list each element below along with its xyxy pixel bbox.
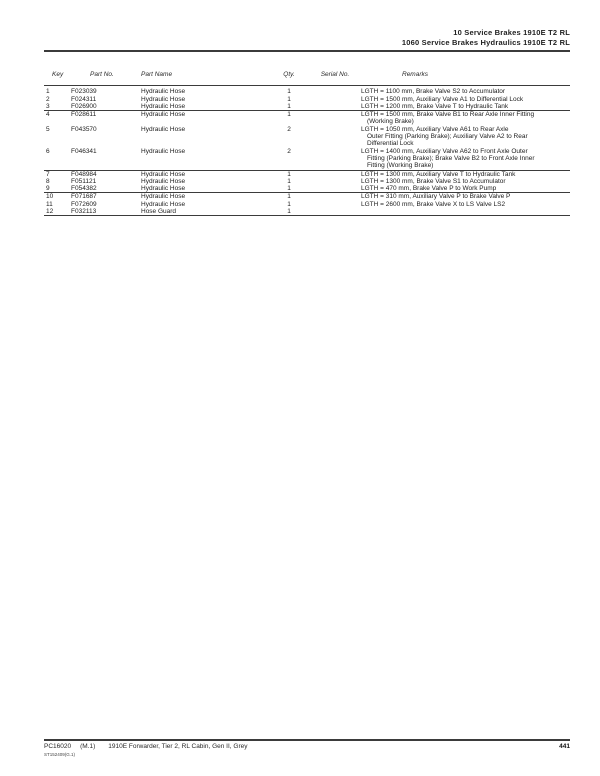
table-row bbox=[44, 208, 570, 215]
page-number: 441 bbox=[559, 743, 570, 750]
cell-qty: 1 bbox=[287, 111, 291, 119]
cell-serial-no bbox=[309, 96, 361, 103]
header-subsection-line: 1060 Service Brakes Hydraulics 1910E T2 RL bbox=[401, 37, 570, 47]
cell-key: 10 bbox=[46, 193, 54, 201]
remarks-line: LGTH = 1400 mm, Auxiliary Valve A62 to Front Axle Outer bbox=[361, 147, 528, 155]
cell-remarks bbox=[361, 178, 570, 185]
column-header-part-name: Part Name bbox=[141, 71, 173, 78]
table-row bbox=[44, 185, 570, 192]
page-footer bbox=[44, 743, 570, 751]
cell-part-name: Hydraulic Hose bbox=[141, 177, 186, 185]
cell-part-no: F054382 bbox=[71, 185, 97, 193]
remarks-line: Fitting (Parking Brake); Brake Valve B2 to Front Axle Inner bbox=[367, 154, 535, 162]
cell-part-name: Hose Guard bbox=[141, 208, 177, 216]
cell-part-no: F024311 bbox=[71, 95, 97, 103]
cell-part-name: Hydraulic Hose bbox=[141, 200, 186, 208]
column-header-serial-no: Serial No. bbox=[320, 71, 350, 78]
cell-part-no: F028611 bbox=[71, 111, 97, 119]
table-row bbox=[44, 103, 570, 110]
cell-serial-no bbox=[309, 111, 361, 126]
cell-key: 6 bbox=[46, 147, 50, 155]
column-header-qty: Qty. bbox=[283, 71, 295, 78]
cell-part-no: F046341 bbox=[71, 147, 97, 155]
cell-qty: 2 bbox=[287, 147, 291, 155]
document-code: ST152409(G.1) bbox=[44, 752, 76, 757]
cell-remarks bbox=[361, 201, 570, 208]
cell-remarks bbox=[361, 185, 570, 192]
cell-key: 9 bbox=[46, 185, 50, 193]
cell-serial-no bbox=[309, 201, 361, 208]
cell-qty: 1 bbox=[287, 200, 291, 208]
cell-key: 1 bbox=[46, 88, 50, 96]
cell-qty: 1 bbox=[287, 102, 291, 110]
cell-part-name: Hydraulic Hose bbox=[141, 88, 186, 96]
table-column-headers bbox=[44, 71, 570, 86]
remarks-line: (Working Brake) bbox=[367, 118, 414, 126]
cell-key: 2 bbox=[46, 95, 50, 103]
table-row bbox=[44, 88, 570, 95]
cell-part-name: Hydraulic Hose bbox=[141, 193, 186, 201]
cell-key: 7 bbox=[46, 170, 50, 178]
column-header-remarks: Remarks bbox=[402, 71, 429, 78]
cell-remarks bbox=[361, 88, 570, 95]
footer-left bbox=[44, 743, 248, 751]
cell-part-no: F051121 bbox=[71, 177, 97, 185]
cell-key: 5 bbox=[46, 125, 50, 133]
model-description: 1910E Forwarder, Tier 2, RL Cabin, Gen II, Grey bbox=[108, 743, 248, 750]
remarks-line: LGTH = 1500 mm, Auxiliary Valve A1 to Differential Lock bbox=[361, 95, 524, 103]
cell-remarks bbox=[361, 103, 570, 110]
remarks-line: LGTH = 1100 mm, Brake Valve S2 to Accumulator bbox=[361, 88, 506, 96]
cell-serial-no bbox=[309, 208, 361, 215]
parts-table bbox=[44, 71, 570, 216]
table-group bbox=[44, 171, 570, 194]
cell-part-no: F048984 bbox=[71, 170, 97, 178]
cell-qty: 1 bbox=[287, 208, 291, 216]
cell-serial-no bbox=[309, 103, 361, 110]
cell-remarks bbox=[361, 111, 570, 126]
cell-qty: 1 bbox=[287, 185, 291, 193]
cell-remarks bbox=[361, 193, 570, 200]
remarks-line: LGTH = 1300 mm, Brake Valve S1 to Accumulator bbox=[361, 177, 506, 185]
remarks-line: LGTH = 310 mm, Auxiliary Valve P to Brake Valve P bbox=[361, 193, 511, 201]
table-row bbox=[44, 148, 570, 170]
cell-part-name: Hydraulic Hose bbox=[141, 102, 186, 110]
cell-part-no: F043570 bbox=[71, 125, 97, 133]
table-row bbox=[44, 96, 570, 103]
remarks-line: Differential Lock bbox=[367, 140, 414, 148]
cell-part-no: F072609 bbox=[71, 200, 97, 208]
remarks-line: Outer Fitting (Parking Brake); Auxiliary Valve A2 to Rear bbox=[367, 133, 528, 141]
cell-serial-no bbox=[309, 126, 361, 148]
cell-remarks bbox=[361, 208, 570, 215]
footer-divider bbox=[44, 739, 570, 741]
remarks-line: LGTH = 1050 mm, Auxiliary Valve A61 to Rear Axle bbox=[361, 125, 509, 133]
cell-key: 3 bbox=[46, 102, 50, 110]
cell-remarks bbox=[361, 171, 570, 178]
cell-key: 12 bbox=[46, 208, 54, 216]
cell-qty: 1 bbox=[287, 88, 291, 96]
cell-part-name: Hydraulic Hose bbox=[141, 111, 186, 119]
table-row bbox=[44, 126, 570, 148]
column-header-part-no: Part No. bbox=[90, 71, 114, 78]
cell-key: 11 bbox=[46, 200, 53, 208]
cell-serial-no bbox=[309, 148, 361, 170]
cell-part-no: F023039 bbox=[71, 88, 97, 96]
remarks-line: LGTH = 1300 mm, Auxiliary Valve T to Hydraulic Tank bbox=[361, 170, 516, 178]
cell-part-name: Hydraulic Hose bbox=[141, 125, 186, 133]
cell-part-name: Hydraulic Hose bbox=[141, 170, 186, 178]
cell-serial-no bbox=[309, 171, 361, 178]
cell-qty: 2 bbox=[287, 125, 291, 133]
cell-qty: 1 bbox=[287, 193, 291, 201]
cell-part-no: F071687 bbox=[71, 193, 97, 201]
cell-serial-no bbox=[309, 88, 361, 95]
remarks-line: LGTH = 1200 mm, Brake Valve T to Hydraulic Tank bbox=[361, 102, 509, 110]
cell-part-name: Hydraulic Hose bbox=[141, 147, 186, 155]
catalog-revision: (M.1) bbox=[80, 743, 96, 750]
cell-serial-no bbox=[309, 193, 361, 200]
cell-part-name: Hydraulic Hose bbox=[141, 95, 186, 103]
cell-remarks bbox=[361, 148, 570, 170]
table-groups bbox=[44, 88, 570, 216]
cell-remarks bbox=[361, 126, 570, 148]
header-divider bbox=[44, 50, 570, 52]
cell-qty: 1 bbox=[287, 95, 291, 103]
page-header bbox=[402, 28, 570, 47]
cell-serial-no bbox=[309, 178, 361, 185]
table-group bbox=[44, 193, 570, 216]
table-group bbox=[44, 111, 570, 170]
remarks-line: LGTH = 1500 mm, Brake Valve B1 to Rear Axle Inner Fitting bbox=[361, 111, 535, 119]
table-group bbox=[44, 88, 570, 111]
table-row bbox=[44, 111, 570, 126]
catalog-number: PC16020 bbox=[44, 743, 72, 750]
cell-key: 4 bbox=[46, 111, 50, 119]
cell-part-no: F032113 bbox=[71, 208, 97, 216]
cell-qty: 1 bbox=[287, 170, 291, 178]
cell-serial-no bbox=[309, 185, 361, 192]
table-row bbox=[44, 178, 570, 185]
column-header-key: Key bbox=[52, 71, 64, 78]
cell-part-no: F026900 bbox=[71, 102, 97, 110]
cell-key: 8 bbox=[46, 177, 50, 185]
remarks-line: Fitting (Working Brake) bbox=[367, 162, 434, 170]
table-row bbox=[44, 193, 570, 200]
cell-remarks bbox=[361, 96, 570, 103]
cell-part-name: Hydraulic Hose bbox=[141, 185, 186, 193]
table-row bbox=[44, 201, 570, 208]
table-row bbox=[44, 171, 570, 178]
remarks-line: LGTH = 2600 mm, Brake Valve X to LS Valve LS2 bbox=[361, 200, 506, 208]
header-section-line: 10 Service Brakes 1910E T2 RL bbox=[453, 28, 570, 37]
remarks-line: LGTH = 470 mm, Brake Valve P to Work Pump bbox=[361, 185, 497, 193]
cell-qty: 1 bbox=[287, 177, 291, 185]
